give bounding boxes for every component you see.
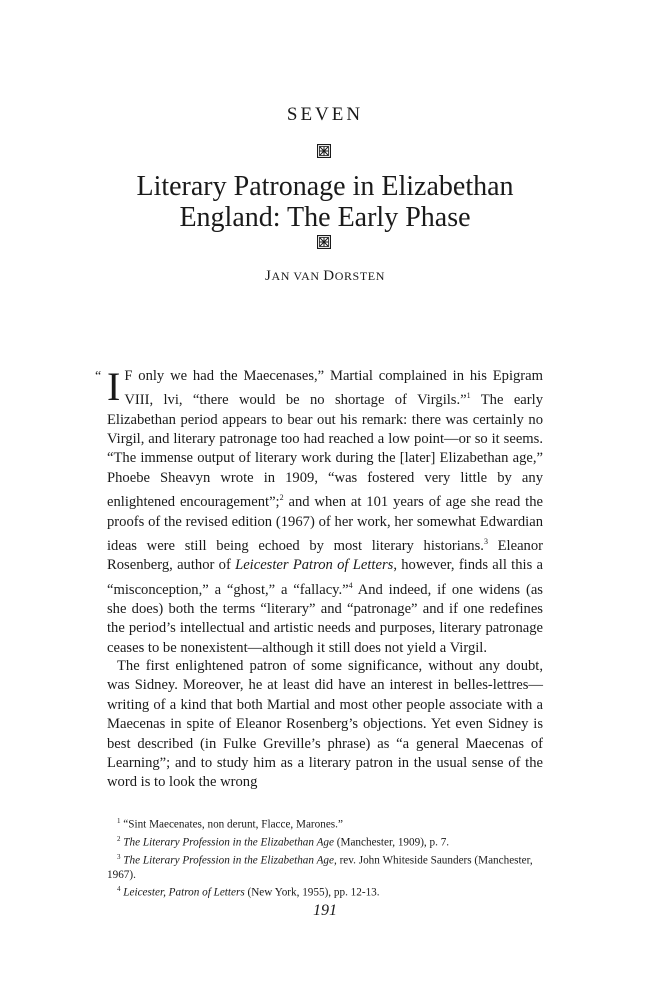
footnote-1 (107, 814, 543, 832)
para1-text-a: The early Elizabethan period appears to bear out his remark: there was certainly no Virgil, and literary patronage too had reached a low point—or so it seems. “The immense output of literary work during the [later] Elizabethan age,” Phoebe Sheavyn wrote in 1909, “was fostered very little by any enlightened encouragement”; (107, 392, 543, 511)
author-initial-first: J (265, 268, 272, 284)
drop-cap: I (107, 364, 121, 409)
author-initial-last: D (323, 268, 335, 284)
para2-text: The first enlightened patron of some significance, without any doubt, was Sidney. Moreover, he at least did have an interest in belles-lettres—writing of a kind that both Martial and most other people associate with a Maecenas in spite of Eleanor Rosenberg’s objections. Yet even Sidney is best described (in Fulke Greville’s phrase) as “a general Maecenas of Learning”; and to study him as a literary patron in the usual sense of the word is to look the wrong (107, 658, 543, 791)
chapter-title-line-1: Literary Patronage in Elizabethan (136, 171, 514, 202)
page-number: 191 (313, 902, 337, 919)
boxed-cross-ornament-icon (317, 235, 331, 249)
para1-text-d: , however, finds all this a “misconception,” a “ghost,” a “fallacy.” (107, 557, 544, 598)
footnotes (107, 814, 543, 900)
footnote-num: 3 (117, 853, 121, 862)
footnote-ref-1: 1 (466, 391, 471, 401)
footnote-3 (107, 850, 543, 882)
para1-text-c: Eleanor Rosenberg, author of (107, 537, 543, 574)
book-title-italic: Leicester Patron of Letters (235, 557, 394, 574)
footnote-num: 4 (117, 885, 121, 894)
footnote-num: 2 (117, 835, 121, 844)
para1-text-b: and when at 101 years of age she read the proofs of the revised edition (1967) of her work, her somewhat Edwardian ideas were still being echoed by most literary historians. (107, 494, 543, 554)
footnote-ref-4: 4 (348, 580, 353, 590)
opening-quote: “ (95, 369, 102, 384)
author-first-rest: AN VAN (271, 269, 324, 283)
chapter-number: SEVEN (286, 104, 364, 125)
footnote-text: (New York, 1955), pp. 12-13. (244, 887, 380, 900)
chapter-author (0, 268, 650, 285)
para1-lead: F only we had the Maecenases,” Martial complained in his Epigram VIII, lvi, “there would be no shortage of Virgils.” (124, 368, 543, 409)
footnote-num: 1 (117, 817, 121, 825)
body-paragraph-1 (95, 364, 544, 658)
author-last-rest: ORSTEN (334, 269, 385, 283)
footnote-text: rev. John Whiteside Saunders (Manchester, 1967). (107, 854, 533, 882)
chapter-title-line-2: England: The Early Phase (179, 202, 471, 233)
footnote-italic: The Literary Profession in the Elizabethan Age (123, 836, 334, 849)
footnote-italic: The Literary Profession in the Elizabethan Age, (123, 854, 337, 867)
body-paragraph-2 (107, 657, 543, 793)
footnote-4 (107, 882, 543, 900)
footnote-text: “Sint Maecenates, non derunt, Flacce, Marones.” (123, 818, 343, 831)
footnote-2 (107, 832, 543, 850)
para1-text-e: And indeed, if one widens (as she does) both the terms “literary” and “patronage” and if one redefines the period’s intellectual and artistic needs and purposes, literary patronage ceases to be nonexistent—although it still does not yield a Virgil. (107, 581, 543, 656)
footnote-text: (Manchester, 1909), p. 7. (333, 836, 450, 849)
footnote-ref-3: 3 (483, 536, 488, 546)
boxed-cross-ornament-icon (317, 144, 331, 158)
footnote-italic: Leicester, Patron of Letters (123, 887, 245, 900)
footnote-ref-2: 2 (279, 493, 284, 503)
